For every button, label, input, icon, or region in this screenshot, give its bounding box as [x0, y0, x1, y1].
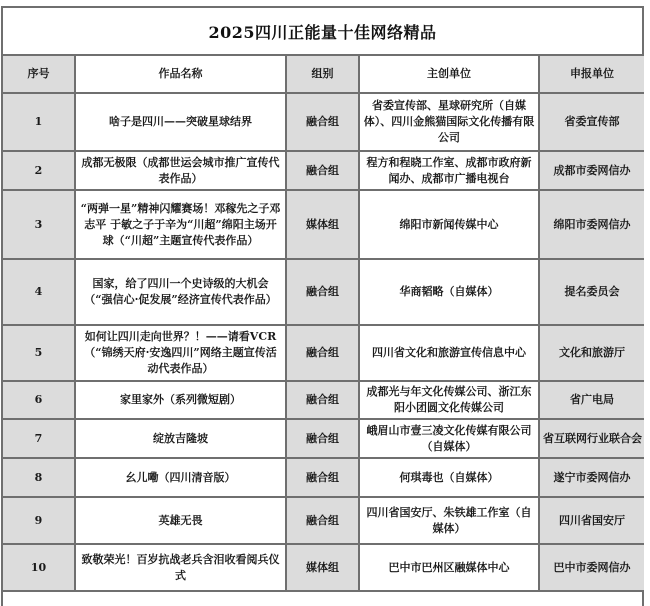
row-submitter: 省委宣传部: [539, 93, 644, 151]
row-name: 国家，给了四川一个史诗级的大机会（“强信心·促发展”经济宣传代表作品）: [75, 259, 286, 325]
row-name: 啥子是四川——突破星球结界: [75, 93, 286, 151]
row-creator: 绵阳市新闻传媒中心: [359, 190, 539, 259]
row-index: 6: [3, 381, 75, 419]
row-index: 8: [3, 458, 75, 497]
table-row: [3, 93, 644, 151]
row-group: 媒体组: [286, 190, 359, 259]
row-name: 绽放吉隆坡: [75, 419, 286, 458]
table-header-row: [3, 55, 644, 93]
table-row: [3, 190, 644, 259]
row-name: 家里家外（系列微短剧）: [75, 381, 286, 419]
row-group: 融合组: [286, 151, 359, 190]
row-index: 10: [3, 544, 75, 591]
table-row: [3, 325, 644, 381]
row-creator: 华商韬略（自媒体）: [359, 259, 539, 325]
table-row: [3, 381, 644, 419]
awards-table: [3, 54, 644, 592]
header-group: 组别: [286, 55, 359, 93]
header-creator: 主创单位: [359, 55, 539, 93]
row-creator: 四川省国安厅、朱铁雄工作室（自媒体）: [359, 497, 539, 544]
table-row: [3, 151, 644, 190]
row-submitter: 省广电局: [539, 381, 644, 419]
row-index: 7: [3, 419, 75, 458]
row-name: 成都无极限（成都世运会城市推广宣传代表作品）: [75, 151, 286, 190]
document-title: 2025四川正能量十佳网络精品: [208, 22, 437, 42]
row-index: 1: [3, 93, 75, 151]
table-row: [3, 544, 644, 591]
table-row: [3, 497, 644, 544]
row-creator: 峨眉山市壹三凌文化传媒有限公司（自媒体）: [359, 419, 539, 458]
row-submitter: 四川省国安厅: [539, 497, 644, 544]
row-group: 融合组: [286, 497, 359, 544]
row-creator: 四川省文化和旅游宣传信息中心: [359, 325, 539, 381]
row-name: 幺儿嘞（四川清音版）: [75, 458, 286, 497]
row-group: 融合组: [286, 419, 359, 458]
row-group: 融合组: [286, 93, 359, 151]
row-creator: 省委宣传部、星球研究所（自媒体）、四川金熊猫国际文化传播有限公司: [359, 93, 539, 151]
row-submitter: 提名委员会: [539, 259, 644, 325]
row-submitter: 绵阳市委网信办: [539, 190, 644, 259]
row-submitter: 省互联网行业联合会: [539, 419, 644, 458]
row-name: “两弹一星”精神闪耀赛场！邓稼先之子邓志平 于敏之子于辛为“川超”绵阳主场开球（“川超”主题宣传代表作品）: [75, 190, 286, 259]
row-group: 融合组: [286, 259, 359, 325]
row-group: 媒体组: [286, 544, 359, 591]
row-creator: 成都光与年文化传媒公司、浙江东阳小团圆文化传媒公司: [359, 381, 539, 419]
row-submitter: 文化和旅游厅: [539, 325, 644, 381]
row-creator: 何琪毒也（自媒体）: [359, 458, 539, 497]
header-submitter: 申报单位: [539, 55, 644, 93]
table-row: [3, 419, 644, 458]
row-creator: 巴中市巴州区融媒体中心: [359, 544, 539, 591]
row-index: 4: [3, 259, 75, 325]
row-submitter: 成都市委网信办: [539, 151, 644, 190]
row-name: 致敬荣光！百岁抗战老兵含泪收看阅兵仪式: [75, 544, 286, 591]
row-name: 英雄无畏: [75, 497, 286, 544]
row-group: 融合组: [286, 381, 359, 419]
header-index: 序号: [3, 55, 75, 93]
table-row: [3, 458, 644, 497]
row-creator: 程方和程晓工作室、成都市政府新闻办、成都市广播电视台: [359, 151, 539, 190]
row-submitter: 遂宁市委网信办: [539, 458, 644, 497]
row-index: 9: [3, 497, 75, 544]
row-index: 2: [3, 151, 75, 190]
row-name: 如何让四川走向世界？！——请看VCR（“锦绣天府·安逸四川”网络主题宣传活动代表作品）: [75, 325, 286, 381]
row-submitter: 巴中市委网信办: [539, 544, 644, 591]
row-index: 5: [3, 325, 75, 381]
document-frame: [1, 6, 644, 606]
header-name: 作品名称: [75, 55, 286, 93]
row-group: 融合组: [286, 325, 359, 381]
table-row: [3, 259, 644, 325]
row-group: 融合组: [286, 458, 359, 497]
row-index: 3: [3, 190, 75, 259]
